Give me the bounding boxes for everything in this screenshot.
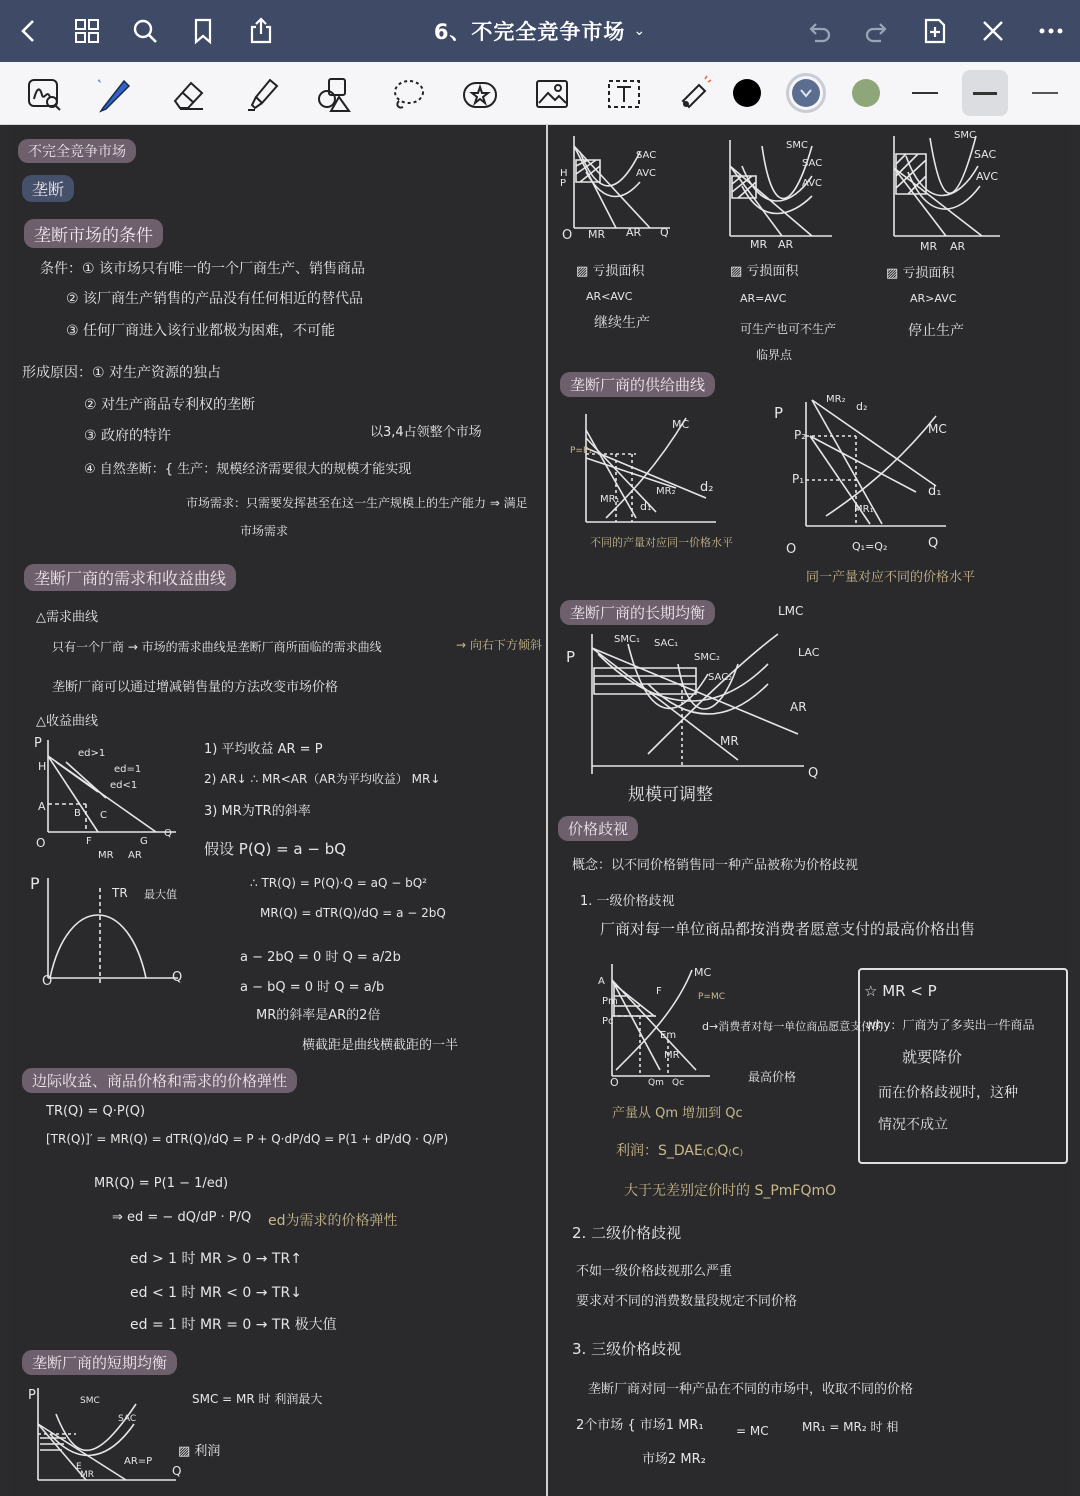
cause-note: 以3,4占领整个市场: [370, 425, 482, 440]
shapes-icon[interactable]: [312, 72, 356, 116]
l1-sac2: SAC₂: [708, 672, 733, 683]
short-2: ▨ 利润: [178, 1444, 221, 1459]
heading-long-run: 垄断厂商的长期均衡: [560, 600, 715, 625]
short-run-graph: [26, 1384, 186, 1488]
heading-discrimination: 价格歧视: [558, 816, 638, 841]
d1-def: 厂商对每一单位商品都按消费者愿意支付的最高价格出售: [600, 920, 976, 938]
sr-label-smc: SMC: [80, 1396, 100, 1406]
g1-q: Q: [660, 226, 669, 239]
s1-d1: d₁: [640, 500, 652, 513]
l1-p: P: [566, 648, 576, 666]
chapter-tag: 不完全竞争市场: [18, 139, 136, 163]
box-3: 而在价格歧视时，这种: [878, 1085, 1018, 1101]
s2-p2: P₂: [794, 428, 807, 442]
grid-icon[interactable]: [70, 14, 104, 48]
box-1: why：厂商为了多卖出一件商品: [866, 1018, 1035, 1032]
g1-ar: AR: [626, 226, 642, 239]
g-label-h: H: [38, 760, 47, 773]
s2-p: P: [774, 404, 784, 422]
demand-1b: → 向右下方倾斜: [456, 638, 542, 652]
d1g-mr: MR: [664, 1050, 680, 1061]
cause-4: ④ 自然垄断：{ 生产：规模经济需要很大的规模才能实现: [84, 462, 412, 477]
back-icon[interactable]: [12, 14, 46, 48]
s2-mr1: MR₁: [854, 504, 874, 515]
g1-p: P: [560, 178, 567, 189]
top-bar: [0, 0, 1080, 62]
s1-d2: d₂: [700, 480, 714, 495]
assume: 假设 P(Q) = a − bQ: [204, 840, 347, 858]
cond-3: ③ 任何厂商进入该行业都极为困难，不可能: [66, 323, 335, 339]
g2-ar: AR: [778, 238, 794, 251]
d2-1: 不如一级价格歧视那么严重: [576, 1264, 733, 1279]
cause-2: ② 对生产商品专利权的垄断: [84, 397, 256, 413]
redo-icon[interactable]: [860, 14, 894, 48]
g3-cond: AR>AVC: [910, 292, 957, 305]
section-tag: 垄断: [22, 175, 74, 202]
l1-smc1: SMC₁: [614, 634, 640, 645]
image-icon[interactable]: [530, 72, 574, 116]
pen-icon[interactable]: [92, 72, 136, 116]
g2-mr: MR: [750, 238, 768, 251]
s1-caption: 不同的产量对应同一价格水平: [590, 536, 733, 549]
d1g-qm: Qm: [648, 1078, 664, 1088]
d3-title: 3. 三级价格歧视: [572, 1340, 682, 1358]
rev-3: 3) MR为TR的斜率: [204, 804, 311, 819]
d1-profit2: 大于无差别定价时的 S_PmFQmO: [624, 1183, 837, 1199]
heading-short-run: 垄断厂商的短期均衡: [22, 1350, 177, 1375]
l1-sac1: SAC₁: [654, 638, 679, 649]
s1-mr1: MR₁: [600, 494, 620, 505]
d1-profit: 利润：S_DAE₍c₎Q₍c₎: [616, 1143, 744, 1159]
supply-graph-2: [786, 396, 956, 536]
document-title[interactable]: [380, 14, 700, 48]
s1-mr2: MR₂: [656, 486, 676, 497]
g-label-q: Q: [164, 828, 172, 839]
cond-2: ② 该厂商生产销售的产品没有任何相近的替代品: [66, 291, 363, 307]
rev-1: 1) 平均收益 AR = P: [204, 742, 323, 757]
s2-mr2: MR₂: [826, 394, 846, 405]
d1g-qc: Qc: [672, 1078, 685, 1088]
loss-graph-2: [722, 136, 842, 246]
el-4: ⇒ ed = − dQ/dP · P/Q: [112, 1210, 252, 1225]
d1g-pc: Pc: [602, 1016, 614, 1027]
short-1: SMC = MR 时 利润最大: [192, 1392, 323, 1406]
highlighter-icon[interactable]: [240, 72, 284, 116]
g2-sac: SAC: [802, 158, 823, 169]
box-title: ☆ MR < P: [864, 982, 937, 1000]
g-label-b: B: [74, 808, 81, 819]
drawing-toolbar: [0, 62, 1080, 125]
g1-avc: AVC: [636, 168, 657, 179]
s2-o: O: [786, 542, 797, 557]
heading-demand: 垄断厂商的需求和收益曲线: [24, 564, 236, 591]
s1-p: P=P₁: [570, 446, 593, 456]
el-4b: ed为需求的价格弹性: [268, 1213, 398, 1229]
cause-4b: 市场需求：只需要发挥甚至在这一生产规模上的生产能力 ⇒ 满足: [186, 496, 528, 510]
laser-pointer-icon[interactable]: [672, 72, 716, 116]
long-run-graph: [568, 624, 828, 784]
g2-note: 可生产也可不生产: [740, 322, 837, 336]
chevron-down-icon: ⌄: [633, 23, 647, 39]
g1-sac: SAC: [636, 150, 657, 161]
el-5: ed > 1 时 MR > 0 → TR↑: [130, 1251, 302, 1267]
revenue-curve-graph: [26, 732, 186, 868]
color-green-swatch[interactable]: [852, 79, 880, 107]
cause-1: 形成原因：① 对生产资源的独占: [22, 365, 222, 381]
tr-label-tr: TR: [112, 886, 128, 900]
d1g-f: F: [656, 986, 662, 997]
g1-mr: MR: [588, 228, 606, 241]
g-label-f: F: [86, 836, 92, 847]
stroke-thin[interactable]: [912, 92, 938, 94]
g1-label: ▨ 亏损面积: [576, 264, 645, 279]
s2-d1: d₁: [928, 484, 942, 499]
rev-2: 2) AR↓ ∴ MR<AR（AR为平均收益） MR↓: [204, 772, 441, 786]
g3-mr: MR: [920, 240, 938, 253]
d1g-pm: Pm: [602, 996, 618, 1007]
l1-ar: AR: [790, 700, 807, 714]
g-label-ed2: ed=1: [114, 764, 142, 775]
d3-1: 垄断厂商对同一种产品在不同的市场中，收取不同的价格: [588, 1382, 914, 1397]
eraser-icon[interactable]: [166, 72, 210, 116]
d1g-o: O: [610, 1076, 619, 1089]
cause-4c: 市场需求: [240, 524, 289, 538]
l1-q: Q: [808, 766, 819, 781]
el-2: [TR(Q)]′ = MR(Q) = dTR(Q)/dQ = P + Q·dP/dQ = P(1 + dP/dQ · Q/P): [46, 1132, 449, 1146]
d1g-mc: MC: [694, 966, 712, 979]
tr-label-o: O: [42, 974, 53, 989]
l1-smc2: SMC₂: [694, 652, 720, 663]
g-label-ar: AR: [128, 850, 142, 861]
color-black-swatch[interactable]: [733, 79, 761, 107]
g3-sac: SAC: [974, 148, 997, 161]
lasso-icon[interactable]: [386, 72, 430, 116]
sr-label-e: E: [76, 1462, 82, 1472]
d3-2c: = MC: [736, 1424, 769, 1438]
g3-avc: AVC: [976, 170, 999, 183]
d1g-a: A: [598, 976, 605, 987]
zero-2: a − bQ = 0 时 Q = a/b: [240, 980, 385, 995]
d1g-dnote: d→消费者对每一单位商品愿意支付的: [702, 1020, 884, 1033]
tr-label-q: Q: [172, 970, 183, 985]
sr-label-mr: MR: [80, 1470, 95, 1480]
g2-cond: AR=AVC: [740, 292, 787, 305]
l1-lac: LAC: [798, 646, 820, 659]
s1-mc: MC: [672, 418, 690, 431]
demand-title: △需求曲线: [36, 610, 98, 625]
sr-label-arp: AR=P: [124, 1456, 153, 1467]
heading-conditions: 垄断市场的条件: [24, 219, 163, 248]
d1g-em: Em: [660, 1030, 677, 1041]
g1-o: O: [562, 228, 573, 243]
g2-smc: SMC: [786, 140, 808, 151]
more-icon[interactable]: [1034, 14, 1068, 48]
g3-smc: SMC: [954, 130, 976, 141]
s2-mc: MC: [928, 422, 947, 436]
d1-title: 1. 一级价格歧视: [580, 894, 675, 909]
color-blue-gray-swatch[interactable]: [792, 79, 820, 107]
g3-label: ▨ 亏损面积: [886, 266, 955, 281]
el-1: TR(Q) = Q·P(Q): [46, 1104, 146, 1119]
page-divider: [546, 125, 548, 1496]
d2-2: 要求对不同的消费数量段规定不同价格: [576, 1294, 798, 1309]
slope-2: 横截距是曲线横截距的一半: [302, 1038, 459, 1053]
d1-quantity: 产量从 Qm 增加到 Qc: [612, 1106, 743, 1121]
tr-label-p: P: [30, 874, 40, 893]
g-label-mr: MR: [98, 850, 114, 861]
demand-1: 只有一个厂商 → 市场的需求曲线是垄断厂商所面临的需求曲线: [52, 640, 382, 654]
close-toolbar-icon[interactable]: [976, 14, 1010, 48]
zero-1: a − 2bQ = 0 时 Q = a/2b: [240, 950, 401, 965]
g3-ar: AR: [950, 240, 966, 253]
tr-label-max: 最大值: [144, 888, 177, 901]
g-label-c: C: [100, 810, 107, 821]
s2-q: Q₁=Q₂: [852, 540, 888, 553]
disc-def: 概念：以不同价格销售同一种产品被称为价格歧视: [572, 858, 859, 873]
text-icon[interactable]: [602, 72, 646, 116]
box-4: 情况不成立: [878, 1117, 948, 1133]
g-label-g: G: [140, 836, 148, 847]
d2-title: 2. 二级价格歧视: [572, 1224, 682, 1242]
s2-p1: P₁: [792, 472, 805, 486]
lasso-text-icon[interactable]: [22, 72, 66, 116]
g-label-a: A: [38, 800, 46, 813]
supply-graph-1: [566, 408, 726, 532]
l1-caption: 规模可调整: [628, 785, 713, 805]
undo-icon[interactable]: [802, 14, 836, 48]
s2-caption: 同一产量对应不同的价格水平: [806, 570, 976, 585]
search-icon[interactable]: [128, 14, 162, 48]
revenue-title: △收益曲线: [36, 714, 98, 729]
d1g-dnote2: 最高价格: [748, 1070, 797, 1084]
add-page-icon[interactable]: [918, 14, 952, 48]
cond-1: 条件：① 该市场只有唯一的一个厂商生产、销售商品: [40, 261, 365, 277]
d3-2b: 市场2 MR₂: [642, 1452, 706, 1467]
g2-avc: AVC: [802, 178, 823, 189]
tr-formula: ∴ TR(Q) = P(Q)·Q = aQ − bQ²: [250, 876, 427, 890]
stroke-medium[interactable]: [973, 92, 997, 95]
cause-3: ③ 政府的特许: [84, 428, 172, 444]
heading-elasticity: 边际收益、商品价格和需求的价格弹性: [22, 1068, 297, 1093]
box-2: 就要降价: [902, 1048, 963, 1066]
sr-label-sac: SAC: [118, 1414, 137, 1424]
g-label-o: O: [36, 836, 46, 850]
share-icon[interactable]: [244, 14, 278, 48]
el-6: ed < 1 时 MR < 0 → TR↓: [130, 1285, 302, 1301]
d3-3: MR₁ = MR₂ 时 相: [802, 1420, 899, 1434]
heading-supply: 垄断厂商的供给曲线: [560, 372, 715, 397]
g-label-ed3: ed<1: [110, 780, 138, 791]
s2-d2: d₂: [856, 400, 868, 413]
s2-qa: Q: [928, 536, 939, 551]
mr-formula: MR(Q) = dTR(Q)/dQ = a − 2bQ: [260, 906, 446, 920]
l1-lmc: LMC: [778, 604, 804, 618]
g3-note: 停止生产: [908, 323, 964, 339]
demand-2: 垄断厂商可以通过增减销售量的方法改变市场价格: [52, 680, 339, 695]
l1-mr: MR: [720, 734, 739, 748]
g-label-ed1: ed>1: [78, 748, 106, 759]
d3-2a: 2个市场 { 市场1 MR₁: [576, 1418, 704, 1433]
document-title-text: 6、不完全竞争市场: [433, 20, 626, 44]
d1g-pmc: P=MC: [698, 992, 726, 1002]
el-7: ed = 1 时 MR = 0 → TR 极大值: [130, 1317, 337, 1333]
g1-cond: AR<AVC: [586, 290, 633, 303]
g2-label: ▨ 亏损面积: [730, 264, 799, 279]
g1-h: H: [560, 168, 568, 179]
g1-note: 继续生产: [594, 315, 650, 331]
el-3: MR(Q) = P(1 − 1/ed): [94, 1176, 229, 1191]
sr-label-q: Q: [172, 1464, 182, 1478]
slope-1: MR的斜率是AR的2倍: [256, 1008, 381, 1023]
sticker-icon[interactable]: [458, 72, 502, 116]
bookmark-icon[interactable]: [186, 14, 220, 48]
sr-label-p: P: [28, 1388, 36, 1403]
g-label-p: P: [34, 736, 42, 751]
g2-note2: 临界点: [756, 348, 793, 362]
stroke-thick[interactable]: [1032, 92, 1058, 94]
